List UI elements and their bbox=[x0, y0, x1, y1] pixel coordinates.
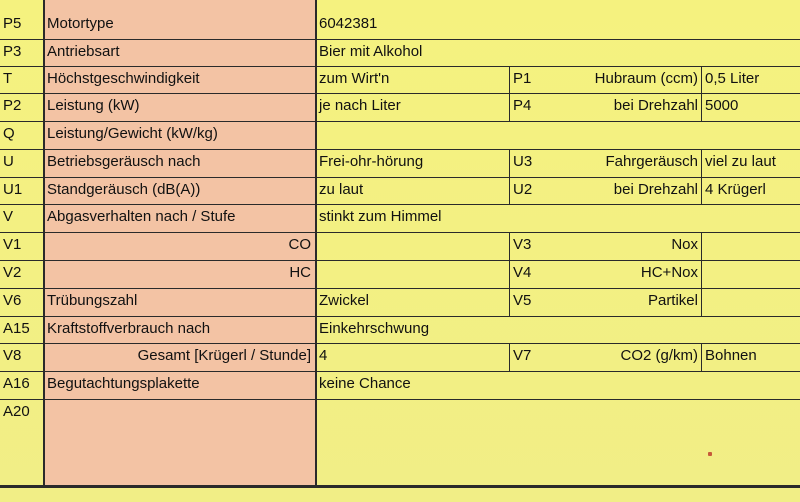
field-value-secondary: 5000 bbox=[705, 97, 739, 114]
field-label: Gesamt [Krügerl / Stunde] bbox=[137, 347, 311, 364]
field-value-secondary: viel zu laut bbox=[705, 153, 776, 170]
field-code-secondary: P1 bbox=[513, 70, 532, 87]
field-label: Höchstgeschwindigkeit bbox=[47, 70, 200, 87]
field-label: Standgeräusch (dB(A)) bbox=[47, 181, 201, 198]
field-code: V bbox=[3, 208, 14, 225]
field-code: A15 bbox=[3, 320, 30, 337]
field-code-secondary: V3 bbox=[513, 236, 532, 253]
field-value: keine Chance bbox=[319, 375, 411, 392]
field-label: Antriebsart bbox=[47, 43, 120, 60]
field-value: zum Wirt'n bbox=[319, 70, 390, 87]
field-code-secondary: V5 bbox=[513, 292, 532, 309]
field-label: Leistung (kW) bbox=[47, 97, 140, 114]
field-label: Betriebsgeräusch nach bbox=[47, 153, 201, 170]
field-code: P2 bbox=[3, 97, 22, 114]
field-label: HC bbox=[289, 264, 311, 281]
field-label-secondary: bei Drehzahl bbox=[613, 97, 698, 114]
field-label-secondary: Fahrgeräusch bbox=[605, 153, 698, 170]
field-value: 6042381 bbox=[319, 15, 378, 32]
field-label-secondary: CO2 (g/km) bbox=[620, 347, 698, 364]
field-code: U1 bbox=[3, 181, 23, 198]
field-code-secondary: P4 bbox=[513, 97, 532, 114]
field-value-secondary: Bohnen bbox=[705, 347, 757, 364]
field-value: zu laut bbox=[319, 181, 364, 198]
field-label: CO bbox=[288, 236, 311, 253]
ink-speck bbox=[708, 452, 712, 456]
field-label-secondary: bei Drehzahl bbox=[613, 181, 698, 198]
field-label-secondary: Partikel bbox=[647, 292, 698, 309]
field-label-secondary: Nox bbox=[671, 236, 698, 253]
field-code: P3 bbox=[3, 43, 22, 60]
field-label-secondary: HC+Nox bbox=[640, 264, 698, 281]
field-value: 4 bbox=[319, 347, 328, 364]
field-label-secondary: Hubraum (ccm) bbox=[594, 70, 698, 87]
field-code: V6 bbox=[3, 292, 22, 309]
field-code: V1 bbox=[3, 236, 22, 253]
field-code-secondary: U2 bbox=[513, 181, 533, 198]
field-code: V8 bbox=[3, 347, 22, 364]
field-code: A20 bbox=[3, 403, 30, 420]
field-code: U bbox=[3, 153, 14, 170]
field-label: Begutachtungsplakette bbox=[47, 375, 200, 392]
field-code-secondary: U3 bbox=[513, 153, 533, 170]
field-code: P5 bbox=[3, 15, 22, 32]
field-label: Leistung/Gewicht (kW/kg) bbox=[47, 125, 218, 142]
field-value-secondary: 4 Krügerl bbox=[705, 181, 766, 198]
field-value: Frei-ohr-hörung bbox=[319, 153, 424, 170]
field-value: stinkt zum Himmel bbox=[319, 208, 442, 225]
field-value: Einkehrschwung bbox=[319, 320, 430, 337]
field-value: Bier mit Alkohol bbox=[319, 43, 423, 60]
field-value: Zwickel bbox=[319, 292, 370, 309]
field-value-secondary: 0,5 Liter bbox=[705, 70, 760, 87]
field-code: A16 bbox=[3, 375, 30, 392]
field-code-secondary: V7 bbox=[513, 347, 532, 364]
field-label: Abgasverhalten nach / Stufe bbox=[47, 208, 236, 225]
field-label: Trübungszahl bbox=[47, 292, 138, 309]
field-label: Kraftstoffverbrauch nach bbox=[47, 320, 211, 337]
field-code: T bbox=[3, 70, 13, 87]
field-code: V2 bbox=[3, 264, 22, 281]
field-label: Motortype bbox=[47, 15, 114, 32]
field-code: Q bbox=[3, 125, 15, 142]
field-code-secondary: V4 bbox=[513, 264, 532, 281]
field-value: je nach Liter bbox=[319, 97, 401, 114]
